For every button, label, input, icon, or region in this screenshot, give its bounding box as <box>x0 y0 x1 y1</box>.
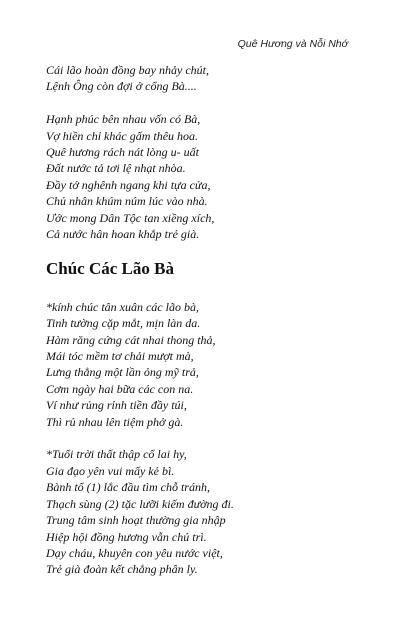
poem-line: Quê hương rách nát lòng u- uất <box>46 145 199 160</box>
poem-line: Lưng thẳng một lần ỏng mỹ trả, <box>46 365 199 380</box>
running-header: Quê Hương và Nỗi Nhớ <box>237 38 348 50</box>
poem-line: Chủ nhân khúm núm lúc vào nhà. <box>46 194 208 209</box>
poem-line: Vợ hiền chỉ khác gấm thêu hoa. <box>46 128 199 143</box>
poem-line: Cơm ngày hai bữa các con na. <box>46 381 194 396</box>
poem-line: Mái tóc mềm tơ chải mượt mà, <box>46 349 194 364</box>
poem-line: Thì rủ nhau lên tiệm phở gà. <box>46 414 184 429</box>
intro-stanza-2 <box>46 111 376 242</box>
poem-line: Cả nước hân hoan khắp trẻ già. <box>46 227 200 242</box>
poem-line: Đất nước tả tơi lệ nhạt nhòa. <box>46 161 186 176</box>
poem-line: Ước mong Dân Tộc tan xiềng xích, <box>46 210 215 225</box>
poem-line: Cái lão hoàn đồng bay nhảy chút, <box>46 63 209 77</box>
intro-stanza-1 <box>46 62 376 95</box>
poem-line: *kính chúc tân xuân các lão bà, <box>46 299 199 314</box>
poem-stanza-1 <box>46 299 376 430</box>
poem-line: Dạy cháu, khuyên con yêu nước việt, <box>46 545 223 560</box>
poem-line: Đầy tớ nghênh ngang khi tựa cửa, <box>46 177 211 192</box>
poem-stanza-2 <box>46 446 376 577</box>
poem-line: *Tuổi trời thất thập cổ lai hy, <box>46 447 187 462</box>
poem-line: Gia đạo yên vui mấy kẻ bì. <box>46 463 175 478</box>
poem-line: Ví như rủng rỉnh tiền đầy túi, <box>46 398 187 413</box>
poem-line: Trẻ già đoàn kết chẳng phân ly. <box>46 562 198 577</box>
poem-line: Bành tổ (1) lắc đầu tìm chỗ tránh, <box>46 480 210 495</box>
poem-line: Hàm răng cứng cát nhai thong thả, <box>46 332 216 347</box>
poem-line: Trung tâm sinh hoạt thường gia nhập <box>46 513 226 528</box>
poem-line: Hạnh phúc bên nhau vốn có Bà, <box>46 112 201 127</box>
poem-line: Thạch sùng (2) tặc lưỡi kiếm đường đi. <box>46 496 234 511</box>
poem-title: Chúc Các Lão Bà <box>46 258 174 278</box>
page-content <box>46 62 376 594</box>
poem-line: Tinh tường cặp mắt, mịn làn da. <box>46 316 201 331</box>
poem-line: Hiệp hội đồng hương vẫn chủ trì. <box>46 529 207 544</box>
poem-line: Lệnh Ông còn đợi ở cổng Bà.... <box>46 79 197 94</box>
